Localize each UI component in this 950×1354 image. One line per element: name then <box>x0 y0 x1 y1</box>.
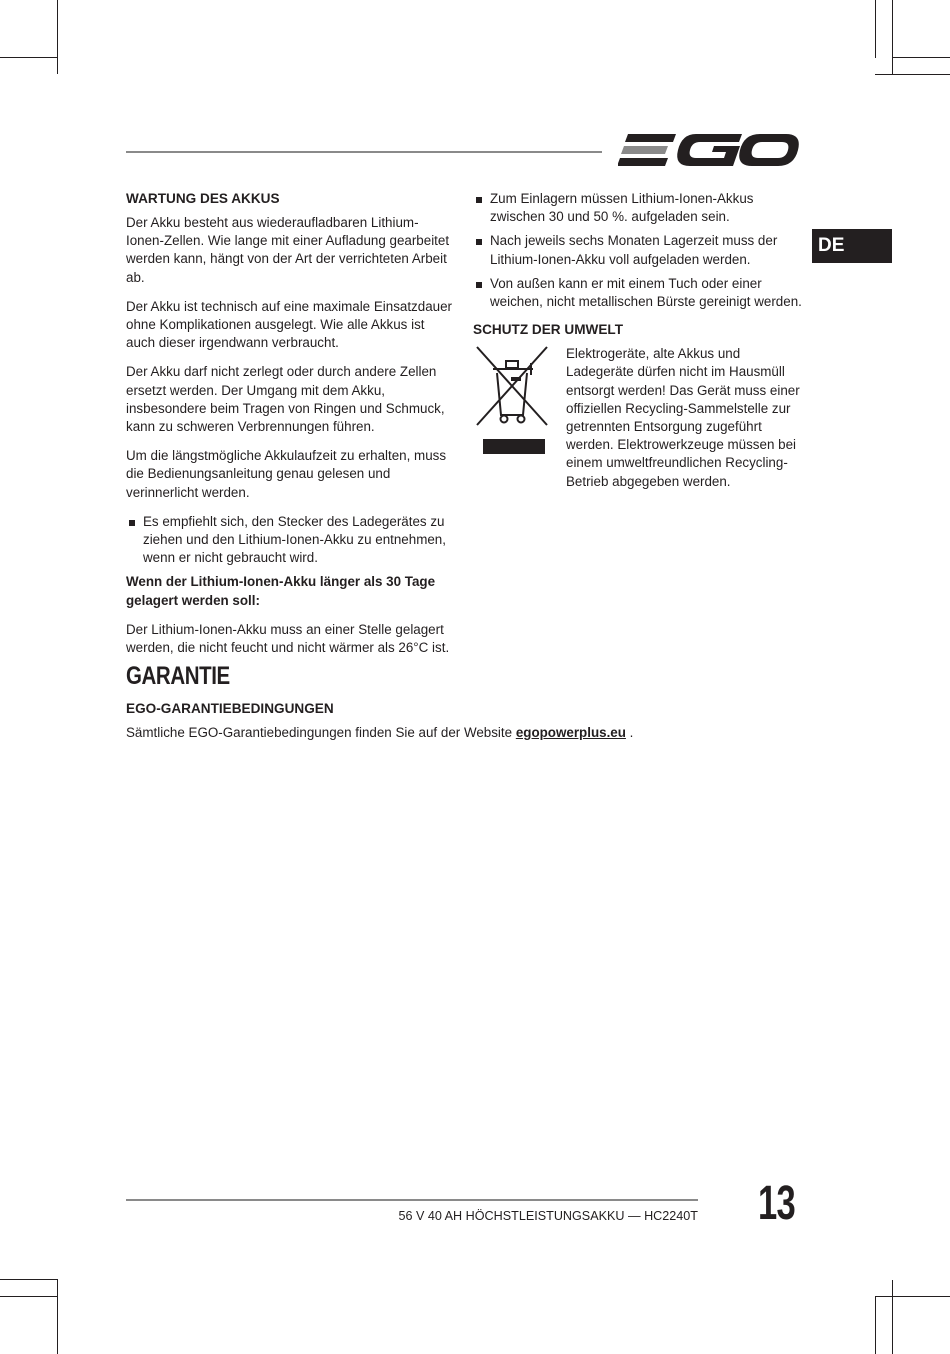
crop-mark <box>875 1296 876 1354</box>
list-item: Es empfiehlt sich, den Stecker des Ladegerätes zu ziehen und den Lithium-Ionen-Akku zu entnehmen, wenn er nicht gebraucht wird. <box>126 513 456 568</box>
crop-mark <box>57 0 58 74</box>
crop-mark <box>892 1280 893 1354</box>
crop-mark <box>875 74 950 75</box>
crop-mark <box>875 0 876 58</box>
paragraph: Der Akku darf nicht zerlegt oder durch andere Zellen ersetzt werden. Der Umgang mit dem Akku, insbesondere beim Tragen von Ringen und Schmuck, kann zu schweren Verbrennungen führen. <box>126 364 445 435</box>
section-heading: SCHUTZ DER UMWELT <box>473 322 624 338</box>
website-link[interactable]: egopowerplus.eu <box>515 725 626 740</box>
header-rule <box>126 151 602 153</box>
environment-block <box>473 345 803 491</box>
warranty-text <box>126 724 826 742</box>
paragraph: Der Akku ist technisch auf eine maximale Einsatzdauer ohne Komplikationen ausgelegt. Wie alle Akkus ist auch dieser irgendwann verbraucht. <box>126 298 452 351</box>
list-item: Von außen kann er mit einem Tuch oder einer weichen, nicht metallischen Bürste gereinigt werden. <box>473 275 803 311</box>
crop-mark <box>0 57 58 58</box>
warranty-title: GARANTIE <box>126 662 230 690</box>
section-heading: WARTUNG DES AKKUS <box>126 191 280 206</box>
battery-maintenance-section <box>126 190 456 668</box>
list-item: Zum Einlagern müssen Lithium-Ionen-Akkus zwischen 30 und 50 %. aufgeladen sein. <box>473 190 803 226</box>
crop-mark <box>0 1296 58 1297</box>
page-number: 13 <box>758 1177 796 1230</box>
ego-logo <box>618 128 800 172</box>
storage-heading: Wenn der Lithium-Ionen-Akku länger als 30 Tage gelagert werden soll: <box>126 574 436 608</box>
environment-text: Elektrogeräte, alte Akkus und Ladegeräte dürfen nicht im Hausmüll entsorgt werden! Das Gerät muss einer offiziellen Recycling-Sammelstelle zur getrennten Entsorgung zugeführt werden. Elektrowerkzeuge müssen bei einem umweltfreundlichen Recycling-Betrieb abgegeben werden. <box>566 346 800 489</box>
warranty-section <box>126 660 826 753</box>
footer-product-name: 56 V 40 AH HÖCHSTLEISTUNGSAKKU — HC2240T <box>398 1209 698 1223</box>
warranty-text-end: . <box>625 725 634 740</box>
footer-rule <box>126 1199 698 1201</box>
paragraph: Der Akku besteht aus wiederaufladbaren Lithium-Ionen-Zellen. Wie lange mit einer Aufladung gearbeitet werden kann, hängt von der Art der verrichteten Arbeit ab. <box>126 215 450 285</box>
warranty-subheading: EGO-GARANTIEBEDINGUNGEN <box>126 701 334 716</box>
crop-mark <box>892 0 893 74</box>
list-item: Nach jeweils sechs Monaten Lagerzeit muss der Lithium-Ionen-Akku voll aufgeladen werden. <box>473 232 803 268</box>
crop-mark <box>892 57 950 58</box>
bullet-list <box>473 190 803 311</box>
crop-mark <box>0 1279 58 1280</box>
crop-mark <box>57 1280 58 1354</box>
paragraph: Um die längstmögliche Akkulaufzeit zu erhalten, muss die Bedienungsanleitung genau gelesen und verinnerlicht werden. <box>126 448 447 500</box>
crop-mark <box>875 1296 950 1297</box>
warranty-text-start: Sämtliche EGO-Garantiebedingungen finden Sie auf der Website <box>126 725 516 740</box>
language-tab: DE <box>812 229 892 263</box>
bullet-list <box>126 513 456 568</box>
crossed-out-bin-icon <box>473 345 551 457</box>
paragraph: Der Lithium-Ionen-Akku muss an einer Stelle gelagert werden, die nicht feucht und nicht wärmer als 26°C ist. <box>126 621 450 656</box>
storage-and-environment-section <box>473 190 803 502</box>
